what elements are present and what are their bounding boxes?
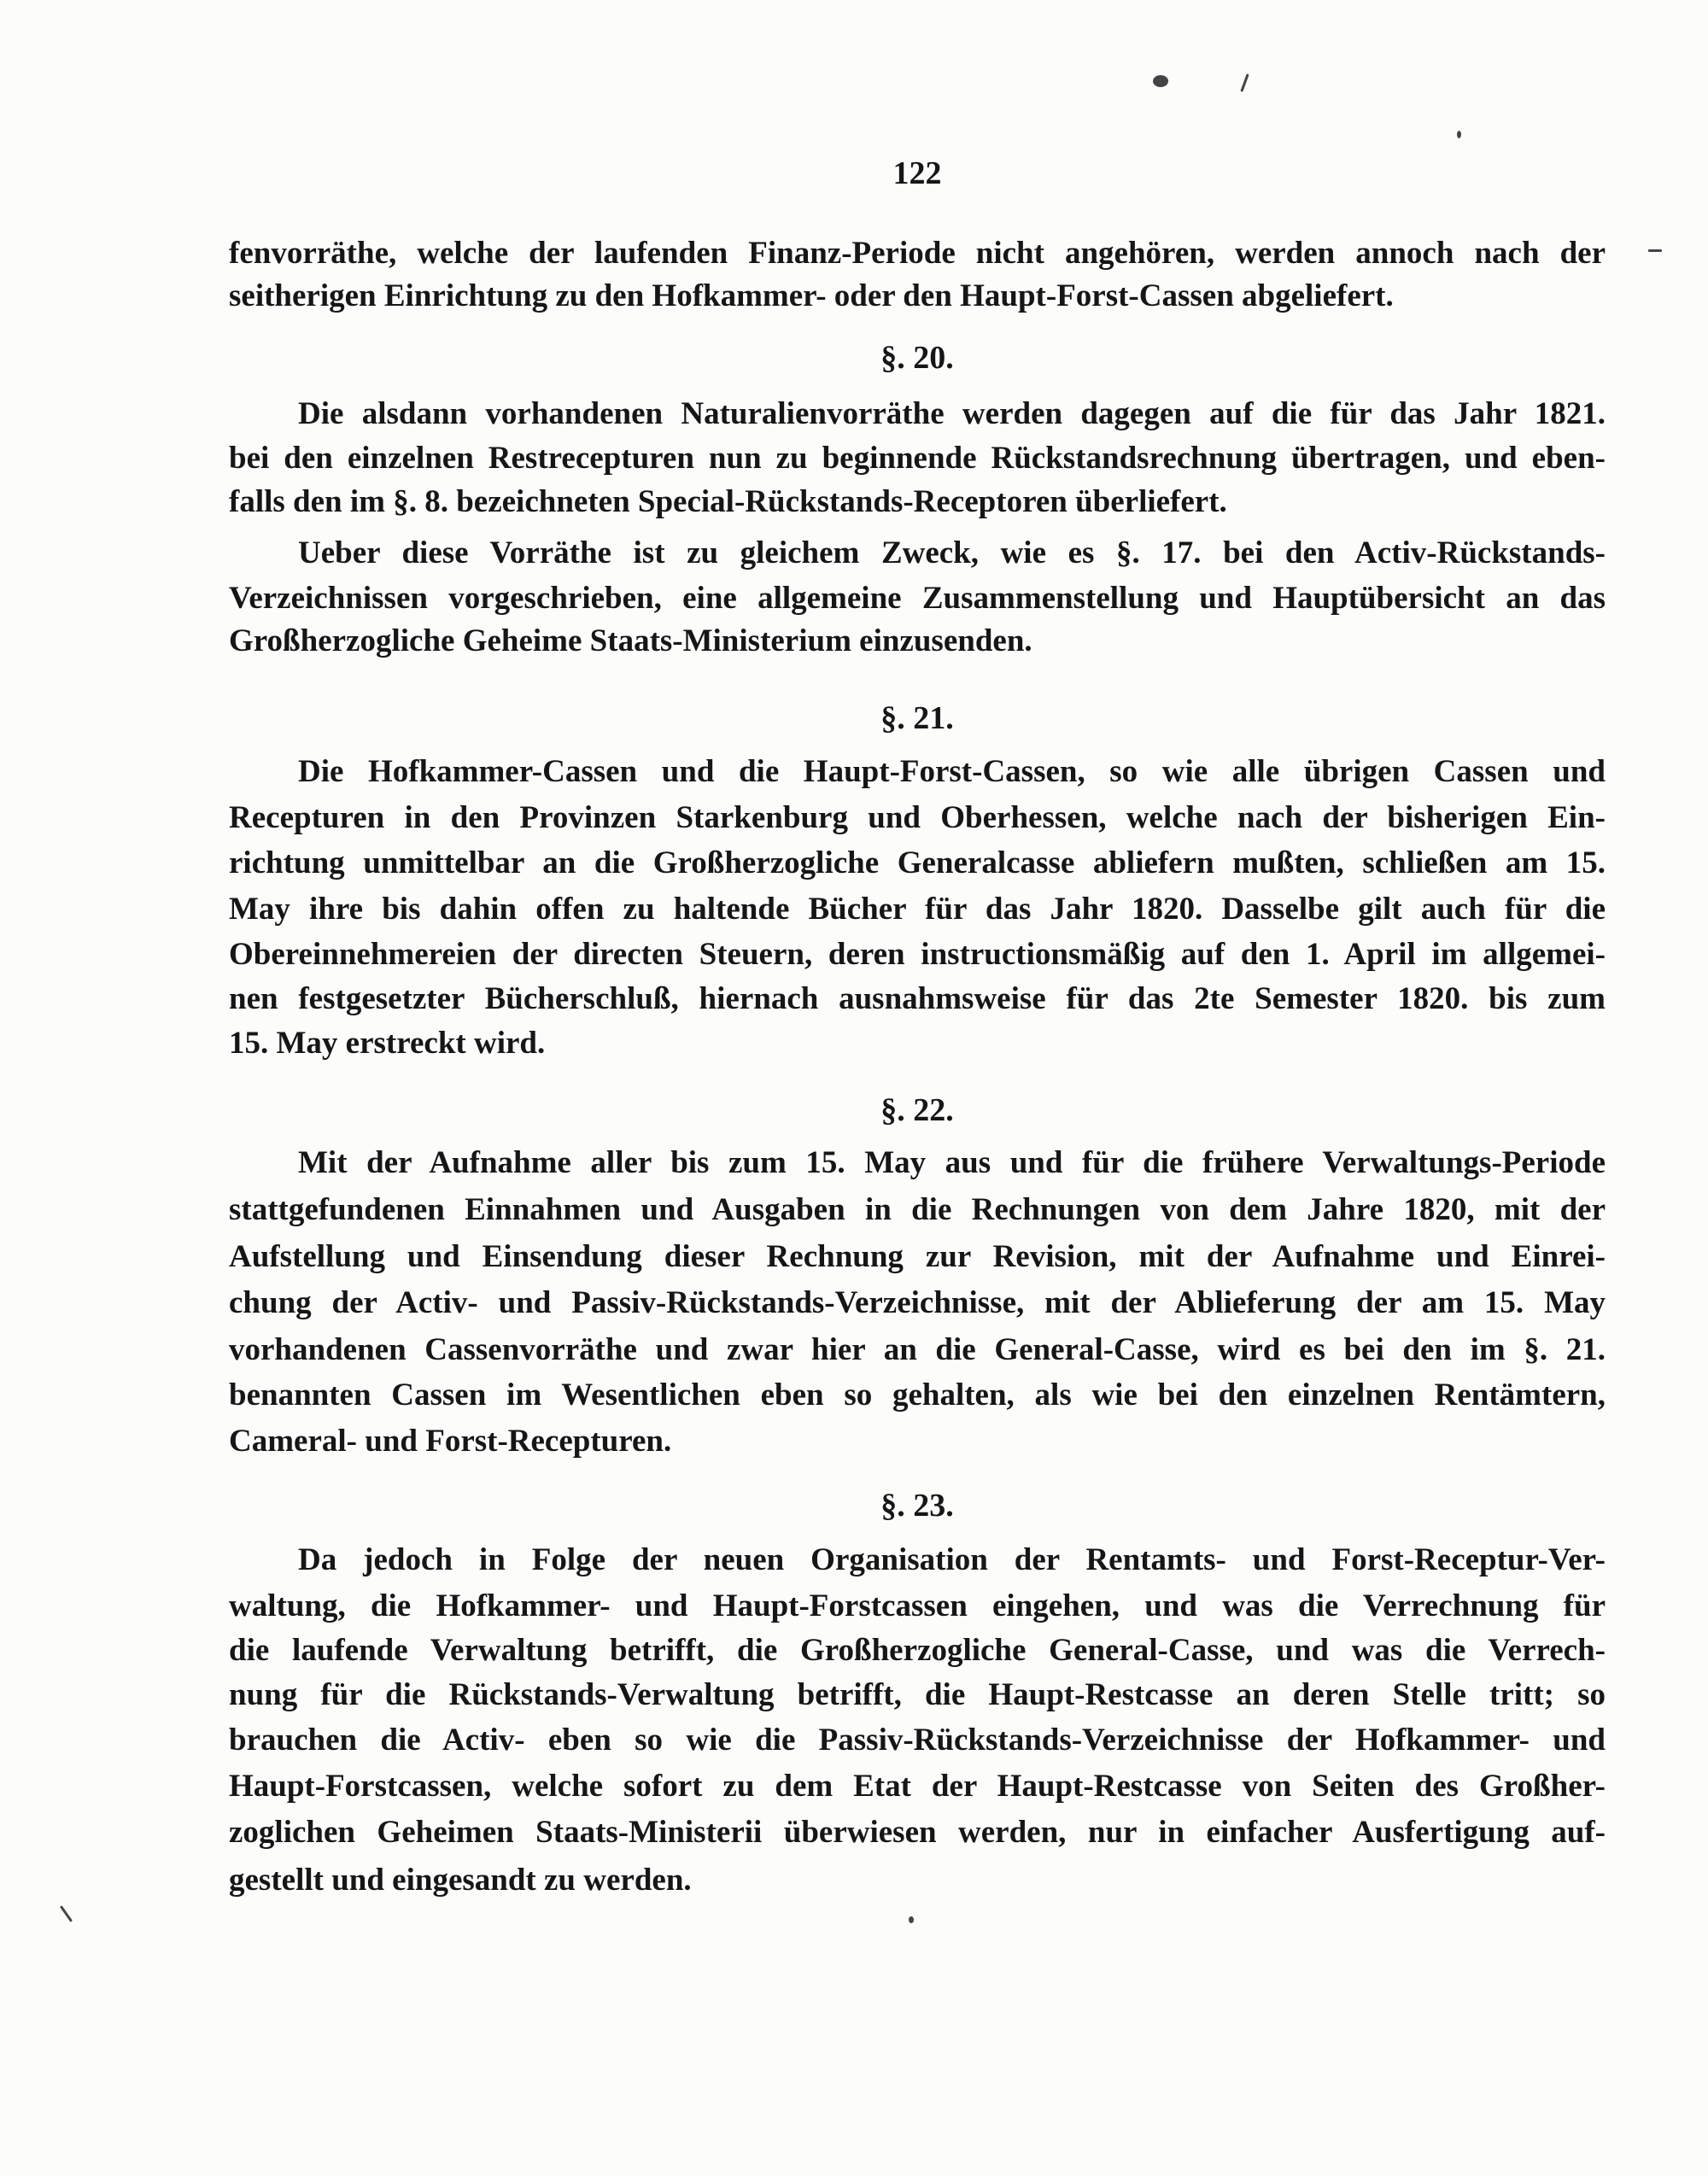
text-line: gestellt und eingesandt zu werden. bbox=[229, 1863, 692, 1898]
text-line: brauchen die Activ- eben so wie die Passiv-Rückstands-Verzeichnisse der Hofkammer- und bbox=[229, 1723, 1606, 1758]
text-line: Die Hofkammer-Cassen und die Haupt-Forst-Cassen, so wie alle übrigen Cassen und bbox=[298, 754, 1606, 789]
text-line: seitherigen Einrichtung zu den Hofkammer- oder den Haupt-Forst-Cassen abgeliefert. bbox=[229, 278, 1394, 313]
page-number: 122 bbox=[892, 155, 942, 191]
text-line: chung der Activ- und Passiv-Rückstands-Verzeichnisse, mit der Ablieferung der am 15. May bbox=[229, 1285, 1606, 1320]
text-line: Mit der Aufnahme aller bis zum 15. May aus und für die frühere Verwaltungs-Periode bbox=[298, 1145, 1606, 1180]
text-line: vorhandenen Cassenvorräthe und zwar hier an die General-Casse, wird es bei den im §. 21. bbox=[229, 1332, 1606, 1367]
text-line: Verzeichnissen vorgeschrieben, eine allgemeine Zusammenstellung und Hauptübersicht an das bbox=[229, 581, 1606, 616]
text-line: Aufstellung und Einsendung dieser Rechnung zur Revision, mit der Aufnahme und Einrei- bbox=[229, 1239, 1606, 1274]
text-line: waltung, die Hofkammer- und Haupt-Forstcassen eingehen, und was die Verrechnung für bbox=[229, 1588, 1606, 1623]
scan-speck bbox=[909, 1916, 914, 1923]
text-line: May ihre bis dahin offen zu haltende Bücher für das Jahr 1820. Dasselbe gilt auch für die bbox=[229, 892, 1606, 927]
text-line: stattgefundenen Einnahmen und Ausgaben in die Rechnungen von dem Jahre 1820, mit der bbox=[229, 1192, 1606, 1227]
text-line: Großherzogliche Geheime Staats-Ministerium einzusenden. bbox=[229, 623, 1032, 658]
text-line: Cameral- und Forst-Recepturen. bbox=[229, 1424, 672, 1459]
text-line: zoglichen Geheimen Staats-Ministerii überwiesen werden, nur in einfacher Ausfertigung auf- bbox=[229, 1815, 1606, 1850]
text-line: Obereinnehmereien der directen Steuern, deren instructionsmäßig auf den 1. April im allgemei- bbox=[229, 937, 1606, 972]
section-heading-23: §. 23. bbox=[880, 1488, 954, 1524]
text-line: Ueber diese Vorräthe ist zu gleichem Zweck, wie es §. 17. bei den Activ-Rückstands- bbox=[298, 535, 1606, 570]
text-line: nung für die Rückstands-Verwaltung betrifft, die Haupt-Restcasse an deren Stelle tritt; so bbox=[229, 1677, 1606, 1712]
text-line: fenvorräthe, welche der laufenden Finanz-Periode nicht angehören, werden annoch nach der bbox=[229, 236, 1606, 271]
scan-speck bbox=[1648, 249, 1662, 252]
text-line: die laufende Verwaltung betrifft, die Großherzogliche General-Casse, und was die Verrech- bbox=[229, 1633, 1606, 1668]
text-line: nen festgesetzter Bücherschluß, hiernach ausnahmsweise für das 2te Semester 1820. bis zum bbox=[229, 981, 1606, 1016]
text-line: benannten Cassen im Wesentlichen eben so gehalten, als wie bei den einzelnen Rentämtern, bbox=[229, 1378, 1606, 1413]
section-heading-20: §. 20. bbox=[880, 340, 954, 376]
scan-speck bbox=[1153, 75, 1168, 87]
text-line: falls den im §. 8. bezeichneten Special-Rückstands-Receptoren überliefert. bbox=[229, 484, 1227, 519]
section-heading-22: §. 22. bbox=[880, 1092, 954, 1128]
text-line: richtung unmittelbar an die Großherzogliche Generalcasse abliefern mußten, schließen am 15. bbox=[229, 845, 1606, 880]
text-line: 15. May erstreckt wird. bbox=[229, 1026, 546, 1061]
text-line: Haupt-Forstcassen, welche sofort zu dem Etat der Haupt-Restcasse von Seiten des Großher- bbox=[229, 1769, 1606, 1804]
text-line: bei den einzelnen Restrecepturen nun zu beginnende Rückstandsrechnung übertragen, und eben- bbox=[229, 441, 1606, 476]
text-line: Recepturen in den Provinzen Starkenburg und Oberhessen, welche nach der bisherigen Ein- bbox=[229, 800, 1606, 835]
scan-speck bbox=[1240, 73, 1249, 92]
scan-speck bbox=[1457, 131, 1461, 138]
text-line: Da jedoch in Folge der neuen Organisation der Rentamts- und Forst-Receptur-Ver- bbox=[298, 1542, 1606, 1577]
section-heading-21: §. 21. bbox=[880, 700, 954, 736]
scan-speck bbox=[60, 1905, 73, 1922]
text-line: Die alsdann vorhandenen Naturalienvorräthe werden dagegen auf die für das Jahr 1821. bbox=[298, 396, 1606, 431]
